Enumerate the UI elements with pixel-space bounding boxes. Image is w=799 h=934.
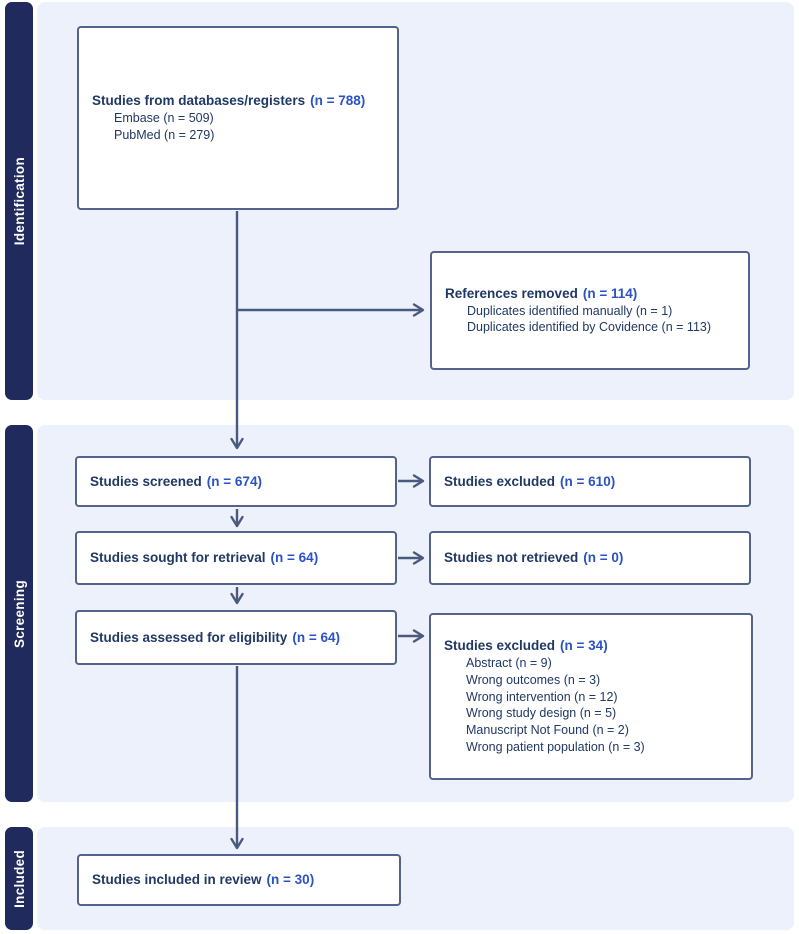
box-label: Studies from databases/registers	[92, 93, 306, 109]
box-title	[444, 473, 741, 491]
box-count: (n = 34)	[560, 638, 608, 654]
box-label: Studies excluded	[444, 473, 556, 489]
box-label: Studies included in review	[92, 872, 262, 888]
box-count: (n = 0)	[583, 550, 624, 566]
box-studies-screened	[75, 456, 397, 507]
screening-label: Screening	[11, 579, 27, 648]
box-studies-not-retrieved	[429, 531, 751, 585]
box-studies-from-databases	[77, 26, 399, 210]
box-title	[92, 871, 391, 889]
box-label: References removed	[445, 285, 578, 301]
box-detail-item: PubMed (n = 279)	[114, 127, 215, 142]
identification-sidebar	[5, 2, 33, 400]
box-title	[445, 285, 740, 303]
box-studies-excluded-screening	[429, 456, 751, 507]
box-label: Studies sought for retrieval	[90, 550, 266, 566]
identification-label: Identification	[11, 156, 27, 246]
box-count: (n = 674)	[206, 473, 262, 489]
box-count: (n = 610)	[560, 473, 616, 489]
box-title	[90, 629, 387, 647]
box-title	[90, 549, 387, 567]
box-detail-item: Embase (n = 509)	[114, 111, 214, 126]
box-title	[90, 473, 387, 491]
box-label: Studies screened	[90, 473, 202, 489]
box-detail-item: Wrong outcomes (n = 3)	[466, 672, 601, 687]
box-count: (n = 30)	[266, 872, 315, 888]
box-detail-item: Wrong patient population (n = 3)	[466, 739, 645, 754]
box-detail-item: Abstract (n = 9)	[466, 656, 552, 671]
box-detail-item: Duplicates identified manually (n = 1)	[467, 303, 673, 318]
box-studies-sought	[75, 531, 397, 585]
screening-sidebar	[5, 425, 33, 802]
box-references-removed	[430, 251, 750, 370]
box-title	[444, 637, 743, 655]
box-title	[444, 549, 741, 567]
box-studies-included	[77, 854, 401, 906]
box-studies-excluded-eligibility	[429, 613, 753, 780]
included-label: Included	[11, 849, 27, 908]
box-detail-item: Wrong study design (n = 5)	[466, 706, 617, 721]
box-detail-item: Duplicates identified by Covidence (n = 113)	[467, 320, 712, 335]
box-count: (n = 64)	[270, 550, 319, 566]
box-label: Studies not retrieved	[444, 550, 579, 566]
box-count: (n = 114)	[582, 285, 638, 301]
box-label: Studies excluded	[444, 638, 556, 654]
included-sidebar	[5, 827, 33, 930]
box-title	[92, 92, 389, 110]
box-studies-assessed	[75, 610, 397, 665]
box-label: Studies assessed for eligibility	[90, 629, 288, 645]
box-detail-item: Wrong intervention (n = 12)	[466, 689, 618, 704]
box-count: (n = 788)	[310, 93, 366, 109]
box-count: (n = 64)	[292, 629, 340, 645]
box-detail-item: Manuscript Not Found (n = 2)	[466, 723, 629, 738]
